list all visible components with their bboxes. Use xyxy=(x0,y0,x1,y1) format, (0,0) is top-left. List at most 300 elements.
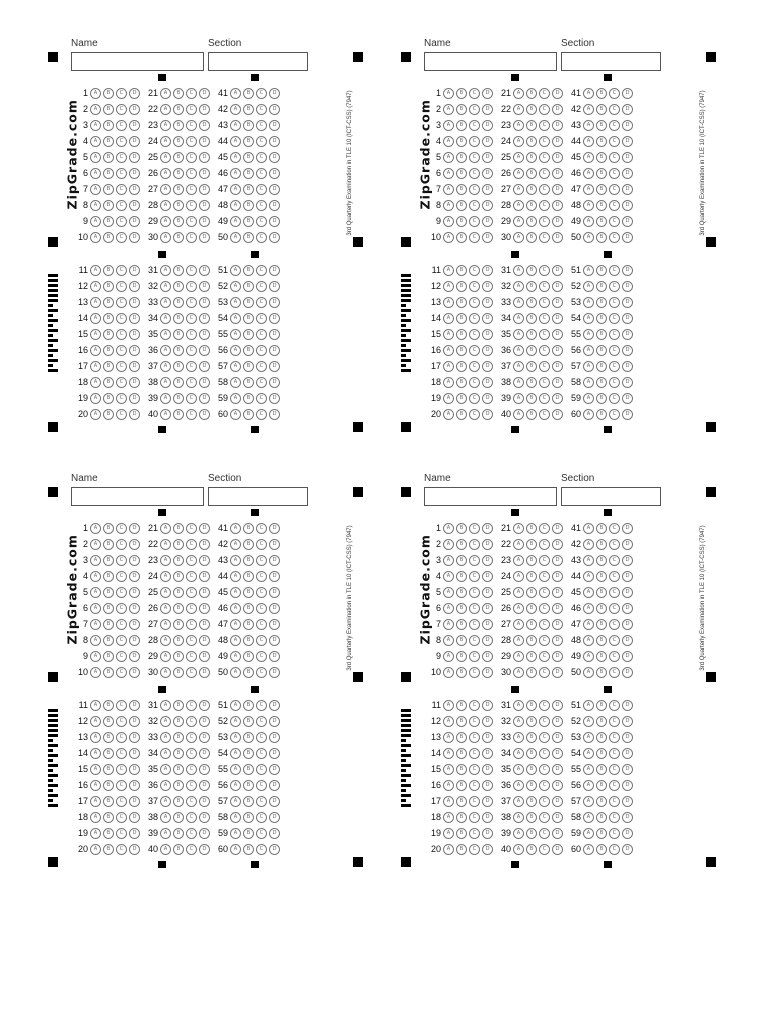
answer-bubble[interactable]: B xyxy=(456,409,467,420)
answer-bubble[interactable]: D xyxy=(199,200,210,211)
answer-bubble[interactable]: B xyxy=(456,88,467,99)
answer-bubble[interactable]: C xyxy=(186,539,197,550)
answer-bubble[interactable]: B xyxy=(526,603,537,614)
answer-bubble[interactable]: B xyxy=(596,136,607,147)
answer-bubble[interactable]: B xyxy=(596,200,607,211)
answer-bubble[interactable]: A xyxy=(90,587,101,598)
answer-bubble[interactable]: B xyxy=(103,377,114,388)
answer-bubble[interactable]: D xyxy=(129,281,140,292)
answer-bubble[interactable]: C xyxy=(186,796,197,807)
answer-bubble[interactable]: B xyxy=(456,603,467,614)
answer-bubble[interactable]: D xyxy=(269,764,280,775)
answer-bubble[interactable]: D xyxy=(552,651,563,662)
answer-bubble[interactable]: C xyxy=(609,265,620,276)
answer-bubble[interactable]: B xyxy=(173,361,184,372)
answer-bubble[interactable]: C xyxy=(256,587,267,598)
answer-bubble[interactable]: A xyxy=(90,812,101,823)
answer-bubble[interactable]: A xyxy=(230,732,241,743)
answer-bubble[interactable]: A xyxy=(443,329,454,340)
answer-bubble[interactable]: B xyxy=(243,603,254,614)
answer-bubble[interactable]: C xyxy=(256,571,267,582)
answer-bubble[interactable]: A xyxy=(90,200,101,211)
answer-bubble[interactable]: A xyxy=(160,651,171,662)
answer-bubble[interactable]: D xyxy=(199,393,210,404)
answer-bubble[interactable]: C xyxy=(256,523,267,534)
answer-bubble[interactable]: C xyxy=(186,297,197,308)
answer-bubble[interactable]: C xyxy=(469,152,480,163)
answer-bubble[interactable]: A xyxy=(160,313,171,324)
answer-bubble[interactable]: D xyxy=(552,732,563,743)
answer-bubble[interactable]: A xyxy=(90,844,101,855)
answer-bubble[interactable]: B xyxy=(103,409,114,420)
answer-bubble[interactable]: B xyxy=(173,200,184,211)
answer-bubble[interactable]: A xyxy=(230,200,241,211)
answer-bubble[interactable]: A xyxy=(160,136,171,147)
answer-bubble[interactable]: B xyxy=(456,393,467,404)
answer-bubble[interactable]: B xyxy=(243,812,254,823)
answer-bubble[interactable]: A xyxy=(443,651,454,662)
answer-bubble[interactable]: B xyxy=(596,539,607,550)
answer-bubble[interactable]: D xyxy=(552,104,563,115)
answer-bubble[interactable]: A xyxy=(90,555,101,566)
answer-bubble[interactable]: C xyxy=(116,539,127,550)
answer-bubble[interactable]: C xyxy=(469,732,480,743)
answer-bubble[interactable]: C xyxy=(116,184,127,195)
answer-bubble[interactable]: B xyxy=(243,571,254,582)
answer-bubble[interactable]: C xyxy=(539,361,550,372)
answer-bubble[interactable]: B xyxy=(596,732,607,743)
answer-bubble[interactable]: B xyxy=(456,716,467,727)
answer-bubble[interactable]: C xyxy=(609,88,620,99)
answer-bubble[interactable]: C xyxy=(256,377,267,388)
answer-bubble[interactable]: A xyxy=(90,716,101,727)
answer-bubble[interactable]: A xyxy=(443,104,454,115)
answer-bubble[interactable]: D xyxy=(552,844,563,855)
answer-bubble[interactable]: C xyxy=(609,409,620,420)
answer-bubble[interactable]: C xyxy=(609,716,620,727)
answer-bubble[interactable]: B xyxy=(526,700,537,711)
answer-bubble[interactable]: B xyxy=(526,539,537,550)
answer-bubble[interactable]: B xyxy=(596,104,607,115)
answer-bubble[interactable]: D xyxy=(269,136,280,147)
answer-bubble[interactable]: B xyxy=(526,409,537,420)
answer-bubble[interactable]: C xyxy=(186,619,197,630)
answer-bubble[interactable]: A xyxy=(160,844,171,855)
answer-bubble[interactable]: D xyxy=(199,700,210,711)
answer-bubble[interactable]: D xyxy=(552,780,563,791)
answer-bubble[interactable]: B xyxy=(243,184,254,195)
answer-bubble[interactable]: A xyxy=(160,764,171,775)
answer-bubble[interactable]: C xyxy=(609,780,620,791)
answer-bubble[interactable]: D xyxy=(552,393,563,404)
answer-bubble[interactable]: B xyxy=(173,409,184,420)
answer-bubble[interactable]: A xyxy=(230,844,241,855)
answer-bubble[interactable]: C xyxy=(609,136,620,147)
answer-bubble[interactable]: C xyxy=(116,345,127,356)
answer-bubble[interactable]: D xyxy=(482,297,493,308)
answer-bubble[interactable]: C xyxy=(186,216,197,227)
answer-bubble[interactable]: A xyxy=(230,764,241,775)
answer-bubble[interactable]: B xyxy=(173,377,184,388)
answer-bubble[interactable]: C xyxy=(256,200,267,211)
answer-bubble[interactable]: B xyxy=(243,216,254,227)
answer-bubble[interactable]: D xyxy=(622,700,633,711)
answer-bubble[interactable]: C xyxy=(609,281,620,292)
answer-bubble[interactable]: B xyxy=(103,764,114,775)
answer-bubble[interactable]: B xyxy=(173,539,184,550)
answer-bubble[interactable]: A xyxy=(513,232,524,243)
answer-bubble[interactable]: C xyxy=(116,796,127,807)
answer-bubble[interactable]: B xyxy=(243,828,254,839)
answer-bubble[interactable]: B xyxy=(173,523,184,534)
answer-bubble[interactable]: A xyxy=(160,104,171,115)
answer-bubble[interactable]: B xyxy=(456,265,467,276)
answer-bubble[interactable]: A xyxy=(513,409,524,420)
answer-bubble[interactable]: B xyxy=(456,136,467,147)
answer-bubble[interactable]: A xyxy=(583,812,594,823)
answer-bubble[interactable]: D xyxy=(129,136,140,147)
answer-bubble[interactable]: A xyxy=(583,136,594,147)
answer-bubble[interactable]: D xyxy=(552,555,563,566)
answer-bubble[interactable]: C xyxy=(609,619,620,630)
answer-bubble[interactable]: D xyxy=(482,216,493,227)
answer-bubble[interactable]: D xyxy=(622,232,633,243)
answer-bubble[interactable]: D xyxy=(482,619,493,630)
answer-bubble[interactable]: C xyxy=(539,651,550,662)
answer-bubble[interactable]: B xyxy=(243,587,254,598)
answer-bubble[interactable]: D xyxy=(482,748,493,759)
answer-bubble[interactable]: A xyxy=(160,716,171,727)
answer-bubble[interactable]: A xyxy=(90,523,101,534)
answer-bubble[interactable]: D xyxy=(129,635,140,646)
answer-bubble[interactable]: C xyxy=(469,200,480,211)
answer-bubble[interactable]: A xyxy=(513,748,524,759)
section-field[interactable] xyxy=(208,52,308,71)
answer-bubble[interactable]: D xyxy=(482,732,493,743)
answer-bubble[interactable]: A xyxy=(443,216,454,227)
answer-bubble[interactable]: D xyxy=(269,651,280,662)
answer-bubble[interactable]: C xyxy=(256,232,267,243)
section-field[interactable] xyxy=(561,487,661,506)
answer-bubble[interactable]: B xyxy=(526,88,537,99)
answer-bubble[interactable]: D xyxy=(269,587,280,598)
answer-bubble[interactable]: D xyxy=(482,587,493,598)
answer-bubble[interactable]: B xyxy=(596,780,607,791)
answer-bubble[interactable]: D xyxy=(199,281,210,292)
answer-bubble[interactable]: D xyxy=(482,345,493,356)
answer-bubble[interactable]: D xyxy=(622,587,633,598)
answer-bubble[interactable]: B xyxy=(526,667,537,678)
answer-bubble[interactable]: B xyxy=(103,619,114,630)
answer-bubble[interactable]: C xyxy=(186,152,197,163)
answer-bubble[interactable]: A xyxy=(443,120,454,131)
answer-bubble[interactable]: A xyxy=(583,313,594,324)
answer-bubble[interactable]: B xyxy=(103,780,114,791)
answer-bubble[interactable]: B xyxy=(103,844,114,855)
answer-bubble[interactable]: D xyxy=(129,780,140,791)
answer-bubble[interactable]: D xyxy=(622,812,633,823)
answer-bubble[interactable]: C xyxy=(539,409,550,420)
answer-bubble[interactable]: C xyxy=(609,184,620,195)
answer-bubble[interactable]: D xyxy=(129,587,140,598)
answer-bubble[interactable]: D xyxy=(199,120,210,131)
answer-bubble[interactable]: A xyxy=(513,539,524,550)
answer-bubble[interactable]: B xyxy=(173,297,184,308)
answer-bubble[interactable]: B xyxy=(173,844,184,855)
answer-bubble[interactable]: D xyxy=(269,104,280,115)
answer-bubble[interactable]: B xyxy=(456,281,467,292)
answer-bubble[interactable]: C xyxy=(609,361,620,372)
answer-bubble[interactable]: C xyxy=(609,377,620,388)
answer-bubble[interactable]: C xyxy=(609,603,620,614)
answer-bubble[interactable]: B xyxy=(173,732,184,743)
answer-bubble[interactable]: A xyxy=(230,297,241,308)
answer-bubble[interactable]: C xyxy=(116,651,127,662)
answer-bubble[interactable]: C xyxy=(609,329,620,340)
answer-bubble[interactable]: D xyxy=(269,523,280,534)
answer-bubble[interactable]: C xyxy=(116,700,127,711)
answer-bubble[interactable]: D xyxy=(199,313,210,324)
answer-bubble[interactable]: A xyxy=(90,828,101,839)
name-field[interactable] xyxy=(71,52,204,71)
answer-bubble[interactable]: A xyxy=(90,88,101,99)
answer-bubble[interactable]: B xyxy=(103,393,114,404)
answer-bubble[interactable]: B xyxy=(243,297,254,308)
answer-bubble[interactable]: C xyxy=(609,700,620,711)
answer-bubble[interactable]: B xyxy=(456,232,467,243)
answer-bubble[interactable]: B xyxy=(526,184,537,195)
answer-bubble[interactable]: D xyxy=(482,523,493,534)
answer-bubble[interactable]: B xyxy=(243,168,254,179)
answer-bubble[interactable]: A xyxy=(230,635,241,646)
answer-bubble[interactable]: A xyxy=(90,265,101,276)
answer-bubble[interactable]: C xyxy=(256,297,267,308)
answer-bubble[interactable]: D xyxy=(199,667,210,678)
answer-bubble[interactable]: A xyxy=(230,667,241,678)
answer-bubble[interactable]: A xyxy=(443,732,454,743)
answer-bubble[interactable]: D xyxy=(269,361,280,372)
answer-bubble[interactable]: A xyxy=(160,152,171,163)
answer-bubble[interactable]: B xyxy=(596,635,607,646)
answer-bubble[interactable]: B xyxy=(456,667,467,678)
answer-bubble[interactable]: B xyxy=(526,619,537,630)
answer-bubble[interactable]: A xyxy=(230,700,241,711)
answer-bubble[interactable]: C xyxy=(186,667,197,678)
answer-bubble[interactable]: B xyxy=(103,555,114,566)
answer-bubble[interactable]: D xyxy=(482,539,493,550)
answer-bubble[interactable]: D xyxy=(552,812,563,823)
answer-bubble[interactable]: C xyxy=(609,297,620,308)
answer-bubble[interactable]: C xyxy=(469,587,480,598)
answer-bubble[interactable]: A xyxy=(160,587,171,598)
answer-bubble[interactable]: C xyxy=(186,523,197,534)
answer-bubble[interactable]: C xyxy=(116,297,127,308)
answer-bubble[interactable]: B xyxy=(103,796,114,807)
answer-bubble[interactable]: B xyxy=(526,313,537,324)
answer-bubble[interactable]: B xyxy=(173,716,184,727)
answer-bubble[interactable]: D xyxy=(552,539,563,550)
answer-bubble[interactable]: D xyxy=(622,603,633,614)
answer-bubble[interactable]: B xyxy=(103,748,114,759)
answer-bubble[interactable]: D xyxy=(622,555,633,566)
answer-bubble[interactable]: C xyxy=(539,812,550,823)
answer-bubble[interactable]: B xyxy=(243,764,254,775)
answer-bubble[interactable]: C xyxy=(116,780,127,791)
answer-bubble[interactable]: C xyxy=(609,345,620,356)
answer-bubble[interactable]: A xyxy=(230,232,241,243)
answer-bubble[interactable]: A xyxy=(583,539,594,550)
answer-bubble[interactable]: C xyxy=(256,152,267,163)
answer-bubble[interactable]: C xyxy=(469,796,480,807)
answer-bubble[interactable]: A xyxy=(160,555,171,566)
answer-bubble[interactable]: D xyxy=(552,345,563,356)
answer-bubble[interactable]: C xyxy=(469,523,480,534)
answer-bubble[interactable]: B xyxy=(173,828,184,839)
answer-bubble[interactable]: C xyxy=(256,635,267,646)
answer-bubble[interactable]: C xyxy=(469,361,480,372)
answer-bubble[interactable]: A xyxy=(583,635,594,646)
answer-bubble[interactable]: A xyxy=(583,232,594,243)
answer-bubble[interactable]: D xyxy=(552,281,563,292)
answer-bubble[interactable]: C xyxy=(116,635,127,646)
answer-bubble[interactable]: A xyxy=(583,764,594,775)
answer-bubble[interactable]: C xyxy=(186,635,197,646)
answer-bubble[interactable]: C xyxy=(609,523,620,534)
answer-bubble[interactable]: C xyxy=(469,104,480,115)
answer-bubble[interactable]: A xyxy=(90,667,101,678)
answer-bubble[interactable]: A xyxy=(160,361,171,372)
answer-bubble[interactable]: C xyxy=(609,635,620,646)
answer-bubble[interactable]: B xyxy=(596,651,607,662)
answer-bubble[interactable]: B xyxy=(456,844,467,855)
answer-bubble[interactable]: D xyxy=(129,409,140,420)
answer-bubble[interactable]: B xyxy=(596,168,607,179)
answer-bubble[interactable]: C xyxy=(469,120,480,131)
answer-bubble[interactable]: C xyxy=(256,796,267,807)
answer-bubble[interactable]: D xyxy=(199,152,210,163)
answer-bubble[interactable]: C xyxy=(469,619,480,630)
answer-bubble[interactable]: B xyxy=(596,667,607,678)
answer-bubble[interactable]: B xyxy=(173,281,184,292)
answer-bubble[interactable]: A xyxy=(583,700,594,711)
answer-bubble[interactable]: A xyxy=(583,104,594,115)
answer-bubble[interactable]: A xyxy=(513,265,524,276)
answer-bubble[interactable]: C xyxy=(256,539,267,550)
answer-bubble[interactable]: C xyxy=(186,603,197,614)
answer-bubble[interactable]: D xyxy=(482,88,493,99)
answer-bubble[interactable]: D xyxy=(199,168,210,179)
answer-bubble[interactable]: C xyxy=(609,587,620,598)
answer-bubble[interactable]: A xyxy=(90,216,101,227)
answer-bubble[interactable]: B xyxy=(596,393,607,404)
answer-bubble[interactable]: D xyxy=(199,732,210,743)
answer-bubble[interactable]: A xyxy=(513,393,524,404)
answer-bubble[interactable]: B xyxy=(526,361,537,372)
answer-bubble[interactable]: C xyxy=(116,329,127,340)
answer-bubble[interactable]: C xyxy=(186,780,197,791)
answer-bubble[interactable]: D xyxy=(482,603,493,614)
answer-bubble[interactable]: D xyxy=(129,619,140,630)
answer-bubble[interactable]: B xyxy=(103,635,114,646)
answer-bubble[interactable]: D xyxy=(552,764,563,775)
answer-bubble[interactable]: A xyxy=(443,136,454,147)
answer-bubble[interactable]: C xyxy=(116,587,127,598)
answer-bubble[interactable]: D xyxy=(552,587,563,598)
answer-bubble[interactable]: B xyxy=(526,120,537,131)
answer-bubble[interactable]: D xyxy=(199,764,210,775)
answer-bubble[interactable]: A xyxy=(513,297,524,308)
answer-bubble[interactable]: B xyxy=(243,748,254,759)
answer-bubble[interactable]: D xyxy=(552,619,563,630)
answer-bubble[interactable]: D xyxy=(269,571,280,582)
answer-bubble[interactable]: B xyxy=(103,523,114,534)
answer-bubble[interactable]: C xyxy=(256,281,267,292)
answer-bubble[interactable]: C xyxy=(609,539,620,550)
answer-bubble[interactable]: A xyxy=(583,828,594,839)
answer-bubble[interactable]: C xyxy=(186,329,197,340)
answer-bubble[interactable]: C xyxy=(256,764,267,775)
answer-bubble[interactable]: B xyxy=(456,651,467,662)
answer-bubble[interactable]: A xyxy=(513,361,524,372)
answer-bubble[interactable]: B xyxy=(103,603,114,614)
answer-bubble[interactable]: D xyxy=(129,844,140,855)
answer-bubble[interactable]: A xyxy=(513,780,524,791)
answer-bubble[interactable]: A xyxy=(513,184,524,195)
answer-bubble[interactable]: B xyxy=(103,651,114,662)
answer-bubble[interactable]: A xyxy=(90,377,101,388)
answer-bubble[interactable]: A xyxy=(160,571,171,582)
answer-bubble[interactable]: B xyxy=(596,828,607,839)
answer-bubble[interactable]: B xyxy=(596,587,607,598)
answer-bubble[interactable]: D xyxy=(482,635,493,646)
answer-bubble[interactable]: A xyxy=(90,748,101,759)
answer-bubble[interactable]: B xyxy=(456,168,467,179)
answer-bubble[interactable]: B xyxy=(243,844,254,855)
answer-bubble[interactable]: A xyxy=(230,329,241,340)
answer-bubble[interactable]: B xyxy=(243,281,254,292)
answer-bubble[interactable]: C xyxy=(256,748,267,759)
answer-bubble[interactable]: D xyxy=(129,764,140,775)
answer-bubble[interactable]: B xyxy=(596,764,607,775)
answer-bubble[interactable]: A xyxy=(443,168,454,179)
name-field[interactable] xyxy=(71,487,204,506)
answer-bubble[interactable]: B xyxy=(103,667,114,678)
answer-bubble[interactable]: A xyxy=(583,844,594,855)
answer-bubble[interactable]: A xyxy=(583,748,594,759)
answer-bubble[interactable]: B xyxy=(103,152,114,163)
answer-bubble[interactable]: B xyxy=(526,716,537,727)
answer-bubble[interactable]: D xyxy=(199,619,210,630)
answer-bubble[interactable]: B xyxy=(596,409,607,420)
answer-bubble[interactable]: B xyxy=(243,200,254,211)
answer-bubble[interactable]: B xyxy=(526,555,537,566)
answer-bubble[interactable]: B xyxy=(596,184,607,195)
answer-bubble[interactable]: D xyxy=(552,88,563,99)
answer-bubble[interactable]: A xyxy=(230,716,241,727)
answer-bubble[interactable]: C xyxy=(186,748,197,759)
answer-bubble[interactable]: D xyxy=(129,232,140,243)
answer-bubble[interactable]: C xyxy=(116,281,127,292)
answer-bubble[interactable]: B xyxy=(173,313,184,324)
answer-bubble[interactable]: D xyxy=(482,136,493,147)
answer-bubble[interactable]: C xyxy=(539,603,550,614)
answer-bubble[interactable]: C xyxy=(469,345,480,356)
answer-bubble[interactable]: B xyxy=(526,796,537,807)
answer-bubble[interactable]: C xyxy=(186,700,197,711)
answer-bubble[interactable]: B xyxy=(456,216,467,227)
answer-bubble[interactable]: A xyxy=(230,168,241,179)
answer-bubble[interactable]: A xyxy=(230,120,241,131)
